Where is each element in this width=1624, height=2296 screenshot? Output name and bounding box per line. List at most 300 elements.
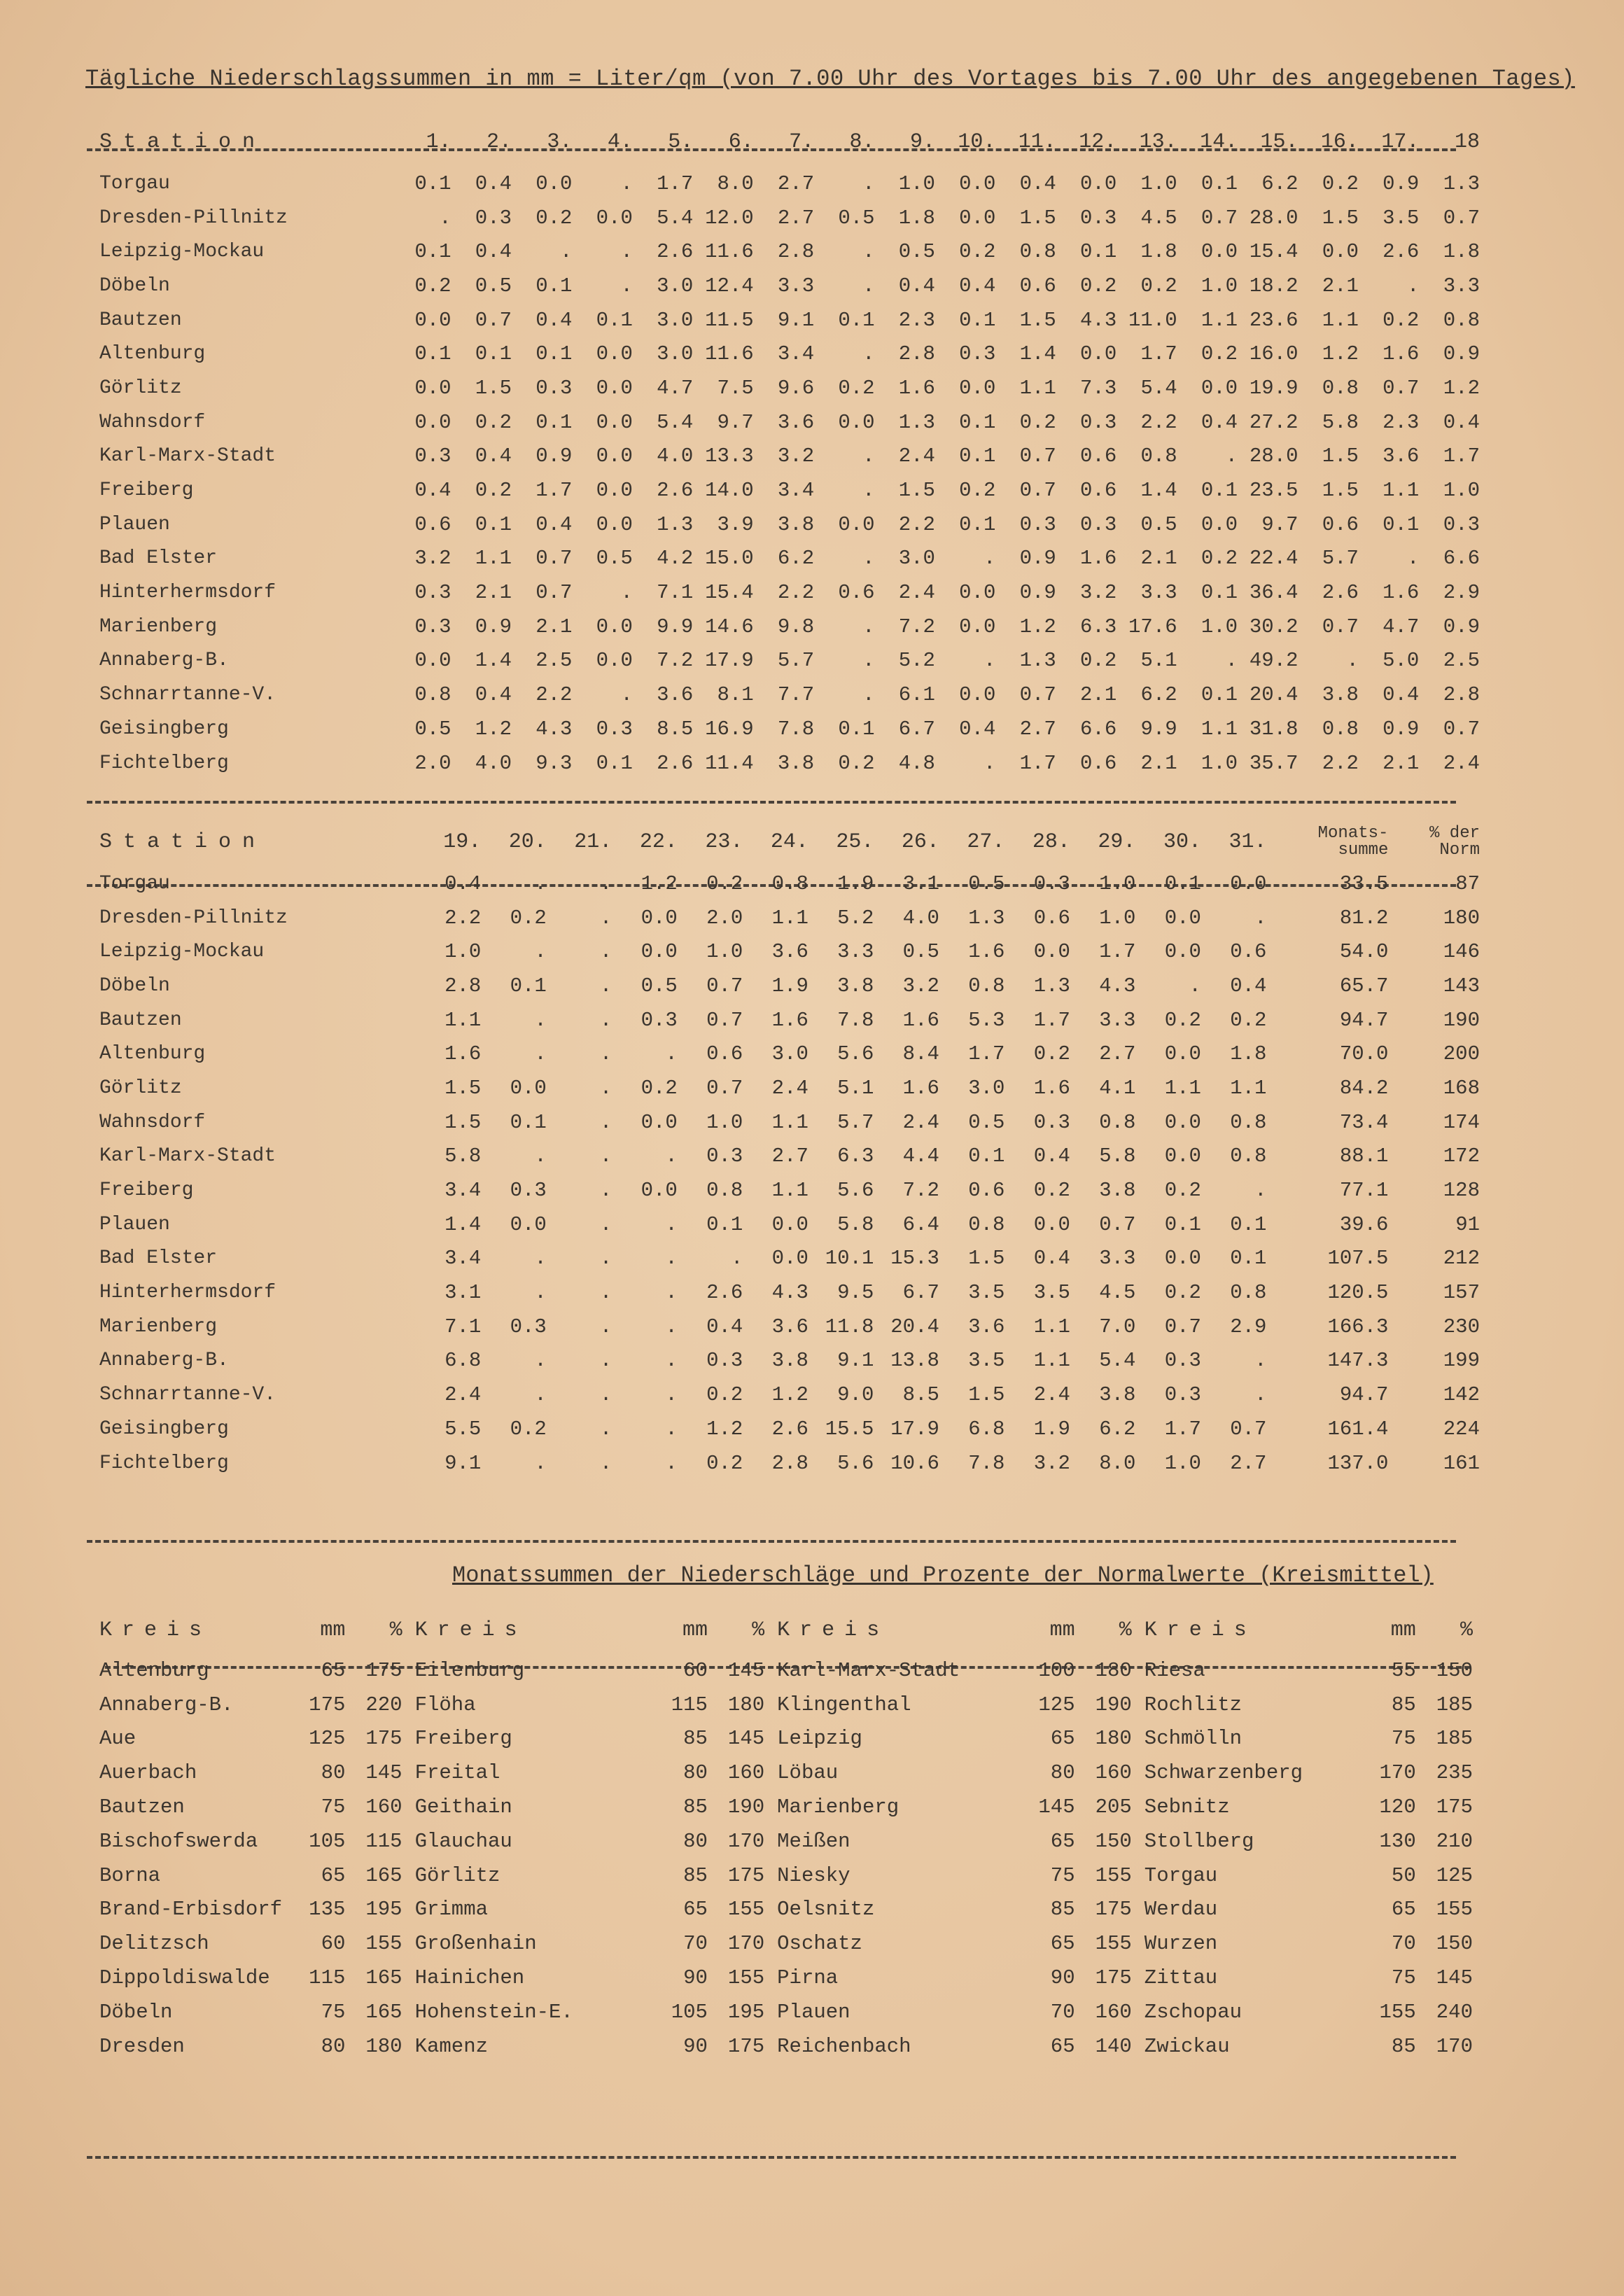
kreis-mm-value: 85: [1050, 1898, 1075, 1921]
monthly-sum-value: 73.4: [1339, 1110, 1389, 1134]
precip-value: .: [665, 1144, 678, 1168]
precip-value: 6.2: [1140, 683, 1177, 707]
station-row: [87, 507, 1480, 542]
precip-value: 0.1: [1230, 1247, 1267, 1270]
day-column-header: 4.: [607, 130, 633, 154]
day-column-header: 7.: [789, 130, 815, 154]
precip-value: 1.7: [1443, 444, 1480, 468]
precip-value: 2.2: [1322, 751, 1359, 775]
precip-value: 0.2: [1230, 1008, 1267, 1032]
precip-value: 0.2: [1164, 1281, 1201, 1305]
precip-value: 1.0: [706, 940, 743, 964]
kreis-percent-value: 210: [1436, 1829, 1473, 1853]
precip-value: 7.2: [902, 1179, 939, 1203]
precip-value: 15.0: [705, 547, 754, 570]
precip-value: 3.4: [777, 342, 815, 366]
precip-value: 1.9: [837, 872, 874, 895]
precip-value: 1.7: [657, 172, 694, 195]
precip-value: 0.0: [959, 615, 996, 638]
percent-column-header: %: [1460, 1618, 1473, 1642]
station-row: [87, 1208, 1480, 1242]
precip-value: 11.6: [705, 342, 754, 366]
precip-value: 3.3: [777, 274, 815, 298]
precip-value: 5.4: [657, 410, 694, 434]
kreis-percent-value: 180: [365, 2034, 402, 2058]
station-name: Karl-Marx-Stadt: [99, 1145, 276, 1168]
station-row: [87, 678, 1480, 712]
precip-value: 9.3: [536, 751, 573, 775]
precip-value: 11.8: [825, 1315, 874, 1338]
precip-value: 0.1: [414, 342, 451, 366]
kreis-name: Delitzsch: [99, 1932, 209, 1956]
precip-value: 23.6: [1249, 308, 1298, 332]
precip-value: 1.6: [444, 1042, 482, 1066]
precip-value: 0.3: [640, 1008, 678, 1032]
day-column-header: 16.: [1320, 130, 1359, 154]
precip-value: 0.4: [475, 240, 512, 264]
precip-value: .: [730, 1247, 743, 1270]
precip-value: 5.7: [1322, 547, 1359, 570]
station-name: Dresden-Pillnitz: [99, 906, 288, 929]
precip-value: 5.8: [1322, 410, 1359, 434]
monthly-kreis-table: [87, 1607, 1473, 2064]
precip-value: 4.4: [902, 1144, 939, 1168]
precip-value: 5.8: [837, 1212, 874, 1236]
kreis-name: Riesa: [1144, 1658, 1205, 1682]
precip-value: 1.7: [1019, 751, 1056, 775]
precip-value: 5.7: [777, 649, 815, 673]
precip-value: 0.0: [596, 410, 633, 434]
precip-value: 0.0: [1164, 940, 1201, 964]
precip-value: 0.1: [1200, 581, 1238, 605]
precip-value: 0.7: [1164, 1315, 1201, 1338]
precip-value: 1.1: [1382, 479, 1420, 503]
kreis-mm-value: 65: [321, 1863, 346, 1887]
precip-value: 0.0: [414, 649, 451, 673]
kreis-percent-value: 160: [727, 1761, 765, 1785]
precip-value: 5.5: [444, 1417, 482, 1441]
percent-norm-value: 172: [1443, 1144, 1480, 1168]
precip-value: 3.3: [1099, 1008, 1136, 1032]
kreis-name: Dippoldiswalde: [99, 1966, 270, 1990]
precip-value: 2.6: [1382, 240, 1420, 264]
precip-value: 2.6: [706, 1281, 743, 1305]
precip-value: 6.8: [968, 1417, 1005, 1441]
precip-value: .: [983, 751, 996, 775]
precip-value: 0.7: [1019, 444, 1056, 468]
precip-value: 0.0: [959, 206, 996, 230]
kreis-row: [87, 1961, 1473, 1995]
percent-norm-value: 146: [1443, 940, 1480, 964]
kreis-mm-value: 80: [321, 2034, 346, 2058]
precip-value: 2.8: [898, 342, 935, 366]
kreis-mm-value: 170: [1379, 1761, 1416, 1785]
kreis-name: Großenhain: [414, 1932, 537, 1956]
percent-norm-value: 199: [1443, 1349, 1480, 1373]
precip-value: 0.8: [1230, 1144, 1267, 1168]
kreis-percent-value: 155: [727, 1966, 765, 1990]
precip-value: 0.7: [536, 581, 573, 605]
precip-value: 0.8: [1230, 1110, 1267, 1134]
precip-value: 30.2: [1249, 615, 1298, 638]
day-column-header: 10.: [958, 130, 996, 154]
precip-value: 7.1: [444, 1315, 482, 1338]
precip-value: 5.6: [837, 1179, 874, 1203]
precip-value: 0.1: [596, 308, 633, 332]
precip-value: 0.8: [1322, 376, 1359, 400]
precip-value: .: [665, 1417, 678, 1441]
kreis-mm-value: 75: [1391, 1966, 1416, 1990]
precip-value: 3.6: [771, 1315, 808, 1338]
precip-value: 6.7: [902, 1281, 939, 1305]
precip-value: 0.3: [959, 342, 996, 366]
kreis-row: [87, 1790, 1473, 1824]
precip-value: .: [665, 1383, 678, 1407]
station-name: Hinterhermsdorf: [99, 1282, 276, 1304]
percent-norm-header-line: Norm: [1439, 841, 1480, 860]
precip-value: 0.9: [475, 615, 512, 638]
station-name: Freiberg: [99, 479, 194, 502]
kreis-percent-value: 190: [1095, 1693, 1132, 1716]
precip-value: 1.1: [1164, 1076, 1201, 1100]
precip-value: 0.3: [1080, 410, 1117, 434]
kreis-mm-value: 65: [1050, 1727, 1075, 1751]
day-column-header: 26.: [901, 830, 939, 854]
kreis-column-header: Kreis: [777, 1618, 890, 1642]
precip-value: 0.7: [1230, 1417, 1267, 1441]
precip-value: 11.4: [705, 751, 754, 775]
kreis-name: Aue: [99, 1727, 136, 1751]
precip-value: 9.9: [657, 615, 694, 638]
day-column-header: 30.: [1163, 830, 1201, 854]
precip-value: 1.6: [1382, 342, 1420, 366]
precip-value: 0.2: [838, 376, 875, 400]
precip-value: 15.4: [1249, 240, 1298, 264]
kreis-percent-value: 155: [1436, 1898, 1473, 1921]
precip-value: 2.6: [657, 240, 694, 264]
precip-value: 2.6: [771, 1417, 808, 1441]
precip-value: .: [599, 1247, 612, 1270]
station-row: [87, 1275, 1480, 1310]
precip-value: 0.0: [640, 906, 678, 930]
kreis-percent-value: 170: [727, 1829, 765, 1853]
mm-column-header: mm: [1390, 1618, 1416, 1642]
precip-value: 2.4: [902, 1110, 939, 1134]
kreis-name: Werdau: [1144, 1898, 1218, 1921]
day-column-header: 23.: [705, 830, 743, 854]
precip-value: 3.8: [1099, 1383, 1136, 1407]
precip-value: 0.3: [536, 376, 573, 400]
precip-value: 4.3: [1099, 974, 1136, 997]
precip-value: 0.4: [536, 512, 573, 536]
precip-value: 0.4: [706, 1315, 743, 1338]
kreis-percent-value: 160: [365, 1795, 402, 1819]
precip-value: 10.1: [825, 1247, 874, 1270]
monthly-sum-value: 70.0: [1339, 1042, 1389, 1066]
monthly-sum-value: 94.7: [1339, 1008, 1389, 1032]
kreis-mm-value: 70: [1391, 1932, 1416, 1956]
kreis-name: Karl-Marx-Stadt: [777, 1658, 960, 1682]
precip-value: 0.7: [1019, 479, 1056, 503]
precip-value: 1.2: [771, 1383, 808, 1407]
precip-value: 0.1: [1164, 872, 1201, 895]
precip-value: 7.2: [898, 615, 935, 638]
precip-value: 0.2: [1080, 274, 1117, 298]
precip-value: 6.3: [1080, 615, 1117, 638]
monthly-sum-value: 120.5: [1327, 1281, 1389, 1305]
precip-value: 2.7: [1230, 1451, 1267, 1475]
precip-value: 0.7: [706, 1008, 743, 1032]
day-column-header: 15.: [1260, 130, 1298, 154]
kreis-percent-value: 170: [727, 1932, 765, 1956]
precip-value: 1.5: [1322, 479, 1359, 503]
precip-value: 0.6: [838, 581, 875, 605]
precip-value: 4.7: [657, 376, 694, 400]
kreis-mm-value: 115: [309, 1966, 346, 1990]
precip-value: 1.7: [1099, 940, 1136, 964]
precip-value: 1.1: [771, 906, 808, 930]
precip-value: 0.1: [959, 410, 996, 434]
station-name: Bad Elster: [99, 1247, 218, 1270]
precip-value: 0.8: [1140, 444, 1177, 468]
precip-value: .: [665, 1281, 678, 1305]
kreis-mm-value: 65: [321, 1658, 346, 1682]
precip-value: 0.3: [414, 581, 451, 605]
precip-value: 0.2: [1200, 547, 1238, 570]
precip-value: 3.5: [968, 1349, 1005, 1373]
station-name: Wahnsdorf: [99, 411, 206, 433]
precip-value: 8.5: [902, 1383, 939, 1407]
precip-value: .: [862, 479, 875, 503]
kreis-name: Wurzen: [1144, 1932, 1218, 1956]
precip-value: 0.8: [1322, 717, 1359, 741]
station-name: Görlitz: [99, 377, 182, 399]
precip-value: .: [862, 342, 875, 366]
station-name: Altenburg: [99, 1043, 206, 1065]
precip-value: 0.5: [838, 206, 875, 230]
precip-value: 3.8: [771, 1349, 808, 1373]
kreis-mm-value: 80: [683, 1829, 708, 1853]
precip-value: .: [862, 172, 875, 195]
kreis-mm-value: 50: [1391, 1863, 1416, 1887]
kreis-mm-value: 90: [683, 1966, 708, 1990]
precip-value: 5.3: [968, 1008, 1005, 1032]
precip-value: 0.4: [1230, 974, 1267, 997]
precip-value: 0.1: [1200, 479, 1238, 503]
percent-norm-value: 224: [1443, 1417, 1480, 1441]
precip-value: 0.1: [959, 308, 996, 332]
precip-value: 9.8: [777, 615, 815, 638]
precip-value: 20.4: [1249, 683, 1298, 707]
precip-value: 0.6: [1033, 906, 1070, 930]
station-row: [87, 934, 1480, 969]
precip-value: 23.5: [1249, 479, 1298, 503]
kreis-mm-value: 115: [671, 1693, 708, 1716]
precip-value: 1.0: [1200, 751, 1238, 775]
precip-value: 0.8: [1443, 308, 1480, 332]
station-row: [87, 969, 1480, 1003]
station-row: [87, 712, 1480, 746]
precip-value: 13.8: [890, 1349, 939, 1373]
precip-value: .: [620, 581, 633, 605]
precip-value: 5.2: [837, 906, 874, 930]
precip-value: 1.4: [1140, 479, 1177, 503]
precip-value: 5.1: [837, 1076, 874, 1100]
station-row: [87, 1412, 1480, 1446]
precip-value: 3.6: [657, 683, 694, 707]
station-row: [87, 303, 1480, 337]
precip-value: 6.7: [898, 717, 935, 741]
kreis-name: Schmölln: [1144, 1727, 1242, 1751]
station-name: Fichtelberg: [99, 1452, 229, 1474]
precip-value: 1.1: [1322, 308, 1359, 332]
monthly-sum-value: 94.7: [1339, 1383, 1389, 1407]
precip-value: .: [983, 547, 996, 570]
kreis-name: Schwarzenberg: [1144, 1761, 1303, 1785]
precip-value: 3.6: [1382, 444, 1420, 468]
precip-value: 0.8: [968, 1212, 1005, 1236]
dashed-rule: [87, 2156, 1456, 2159]
percent-norm-value: 87: [1455, 872, 1480, 895]
precip-value: .: [599, 1349, 612, 1373]
percent-column-header: %: [389, 1618, 402, 1642]
precip-value: 0.6: [1230, 940, 1267, 964]
precip-value: 1.3: [657, 512, 694, 536]
precip-value: 1.2: [706, 1417, 743, 1441]
precip-value: 1.7: [536, 479, 573, 503]
kreis-name: Görlitz: [414, 1863, 500, 1887]
precip-value: 0.8: [706, 1179, 743, 1203]
precip-value: 7.1: [657, 581, 694, 605]
kreis-name: Grimma: [414, 1898, 488, 1921]
precip-value: 2.8: [1443, 683, 1480, 707]
kreis-mm-value: 70: [683, 1932, 708, 1956]
precip-value: 11.5: [705, 308, 754, 332]
precip-value: 5.4: [1140, 376, 1177, 400]
precip-value: 35.7: [1249, 751, 1298, 775]
precip-value: 0.2: [959, 240, 996, 264]
precip-value: .: [534, 872, 547, 895]
precip-value: 1.1: [1200, 308, 1238, 332]
kreis-percent-value: 195: [365, 1898, 402, 1921]
kreis-row: [87, 1824, 1473, 1858]
precip-value: 0.4: [475, 444, 512, 468]
precip-value: 1.7: [1033, 1008, 1070, 1032]
kreis-percent-value: 180: [1095, 1658, 1132, 1682]
kreis-name: Zschopau: [1144, 2000, 1242, 2024]
precip-value: 0.0: [838, 410, 875, 434]
station-name: Geisingberg: [99, 1418, 229, 1440]
precip-value: .: [599, 974, 612, 997]
day-column-header: 24.: [770, 830, 808, 854]
station-name: Schnarrtanne-V.: [99, 1384, 276, 1406]
kreis-mm-value: 65: [1391, 1898, 1416, 1921]
day-column-header: 29.: [1098, 830, 1136, 854]
mm-column-header: mm: [1049, 1618, 1075, 1642]
kreis-percent-value: 145: [727, 1727, 765, 1751]
precip-value: 0.2: [1322, 172, 1359, 195]
station-row: [87, 1003, 1480, 1037]
kreis-mm-value: 105: [671, 2000, 708, 2024]
precip-value: 2.7: [777, 172, 815, 195]
precip-value: 0.1: [414, 240, 451, 264]
precip-value: 0.0: [959, 581, 996, 605]
kreis-mm-value: 90: [683, 2034, 708, 2058]
kreis-mm-value: 80: [683, 1761, 708, 1785]
precip-value: 0.2: [1200, 342, 1238, 366]
station-name: Marienberg: [99, 1315, 218, 1338]
precip-value: 0.0: [771, 1212, 808, 1236]
precip-value: 5.8: [1099, 1144, 1136, 1168]
precip-value: 3.6: [777, 410, 815, 434]
station-row: [87, 234, 1480, 269]
precip-value: .: [1346, 649, 1359, 673]
precip-value: 1.6: [898, 376, 935, 400]
precip-value: 0.1: [959, 444, 996, 468]
precip-value: 1.5: [1322, 444, 1359, 468]
station-column-header: Station: [99, 830, 267, 854]
kreis-name: Klingenthal: [777, 1693, 911, 1716]
kreis-percent-value: 150: [1095, 1829, 1132, 1853]
precip-value: 1.0: [898, 172, 935, 195]
precip-value: 2.5: [536, 649, 573, 673]
precip-value: 0.4: [475, 683, 512, 707]
kreis-name: Bischofswerda: [99, 1829, 258, 1853]
precip-value: 0.4: [1200, 410, 1238, 434]
precip-value: .: [599, 872, 612, 895]
precip-value: 10.6: [890, 1451, 939, 1475]
precip-value: 1.5: [1322, 206, 1359, 230]
kreis-percent-value: 145: [1436, 1966, 1473, 1990]
precip-value: 0.1: [536, 410, 573, 434]
day-column-header: 3.: [547, 130, 573, 154]
precip-value: 1.7: [1140, 342, 1177, 366]
precip-value: 1.3: [898, 410, 935, 434]
precip-value: 3.5: [1382, 206, 1420, 230]
day-column-header: 28.: [1032, 830, 1070, 854]
precip-value: .: [1225, 444, 1238, 468]
kreis-row: [87, 1688, 1473, 1722]
precip-value: 0.3: [706, 1349, 743, 1373]
precip-value: 1.2: [475, 717, 512, 741]
precip-value: 0.1: [475, 512, 512, 536]
precip-value: 0.5: [1140, 512, 1177, 536]
station-name: Torgau: [99, 872, 170, 895]
station-row: [87, 1378, 1480, 1412]
precip-value: 0.4: [444, 872, 482, 895]
precip-value: 1.0: [1140, 172, 1177, 195]
precip-value: 2.7: [771, 1144, 808, 1168]
kreis-name: Freiberg: [414, 1727, 512, 1751]
precip-value: .: [1254, 1383, 1267, 1407]
precip-value: .: [1189, 974, 1201, 997]
precip-value: 1.6: [1382, 581, 1420, 605]
precip-value: 27.2: [1249, 410, 1298, 434]
precip-value: .: [534, 1144, 547, 1168]
precip-value: .: [534, 1247, 547, 1270]
precip-value: 22.4: [1249, 547, 1298, 570]
precip-value: 7.8: [837, 1008, 874, 1032]
monthly-sum-value: 161.4: [1327, 1417, 1389, 1441]
day-column-header: 14.: [1200, 130, 1238, 154]
precip-value: 0.1: [706, 1212, 743, 1236]
precip-value: 0.5: [968, 1110, 1005, 1134]
precip-value: 0.6: [1322, 512, 1359, 536]
precip-value: 0.3: [510, 1315, 547, 1338]
precip-value: 0.0: [1322, 240, 1359, 264]
precip-value: .: [599, 1110, 612, 1134]
day-column-header: 31.: [1228, 830, 1267, 854]
